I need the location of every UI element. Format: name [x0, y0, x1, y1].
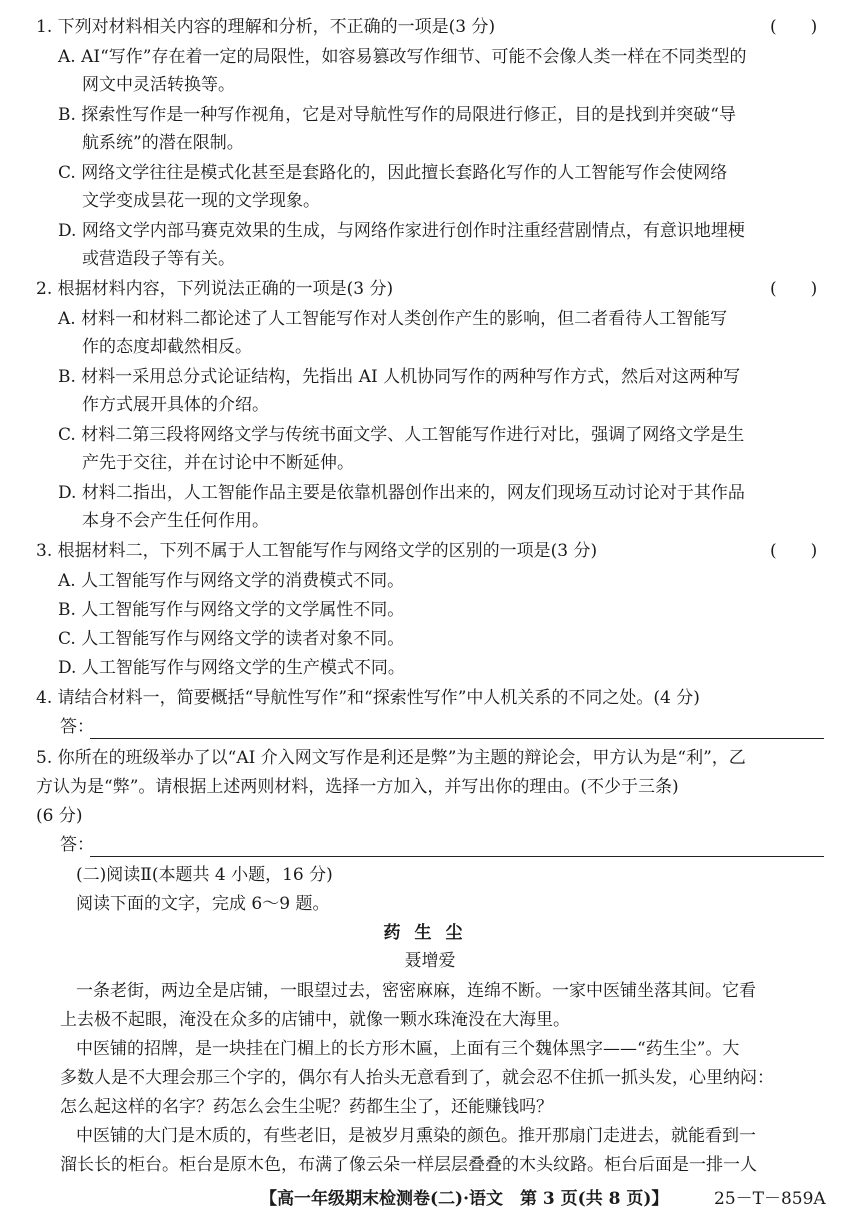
question-1-option-d-cont: 或营造段子等有关。	[82, 249, 235, 269]
question-1-option-a: A. AI“写作”存在着一定的局限性，如容易篡改写作细节、可能不会像人类一样在不同类型的	[58, 47, 747, 67]
question-4-stem: 4. 请结合材料一，简要概括“导航性写作”和“探索性写作”中人机关系的不同之处。(4 分)	[36, 688, 700, 708]
story-line-6: 中医铺的大门是木质的，有些老旧，是被岁月熏染的颜色。推开那扇门走进去，就能看到一	[76, 1126, 756, 1146]
question-2-answer-paren: ( )	[770, 279, 818, 299]
question-4-answer-label: 答：	[60, 717, 94, 737]
question-3-stem: 3. 根据材料二，下列不属于人工智能写作与网络文学的区别的一项是(3 分)	[36, 541, 598, 561]
question-1-option-a-cont: 网文中灵活转换等。	[82, 75, 235, 95]
story-line-2: 上去极不起眼，淹没在众多的店铺中，就像一颗水珠淹没在大海里。	[60, 1010, 570, 1030]
story-author: 聂增爱	[404, 951, 456, 971]
question-5-stem-line-2: 方认为是“弊”。请根据上述两则材料，选择一方加入，并写出你的理由。(不少于三条)	[36, 777, 679, 797]
story-line-5: 怎么起这样的名字？药怎么会生尘呢？药都生尘了，还能赚钱吗？	[60, 1097, 553, 1117]
question-3-option-c: C. 人工智能写作与网络文学的读者对象不同。	[58, 629, 405, 649]
question-2-option-c-cont: 产先于交往，并在讨论中不断延伸。	[82, 453, 354, 473]
question-2-option-a-cont: 作的态度却截然相反。	[82, 337, 252, 357]
question-2-option-b-cont: 作方式展开具体的介绍。	[82, 395, 269, 415]
question-4-answer-line[interactable]	[90, 738, 824, 739]
question-2-option-c: C. 材料二第三段将网络文学与传统书面文学、人工智能写作进行对比，强调了网络文学是生	[58, 425, 745, 445]
question-1-option-c-cont: 文学变成昙花一现的文学现象。	[82, 191, 320, 211]
story-title: 药生尘	[383, 923, 477, 943]
story-line-3: 中医铺的招牌，是一块挂在门楣上的长方形木匾，上面有三个魏体黑字——“药生尘”。大	[76, 1039, 740, 1059]
story-line-7: 溜长长的柜台。柜台是原木色，布满了像云朵一样层层叠叠的木头纹路。柜台后面是一排一人	[60, 1155, 757, 1175]
story-line-4: 多数人是不大理会那三个字的，偶尔有人抬头无意看到了，就会忍不住抓一抓头发，心里纳闷：	[60, 1068, 774, 1088]
question-1-option-b: B. 探索性写作是一种写作视角，它是对导航性写作的局限进行修正，目的是找到并突破“导	[58, 105, 736, 125]
question-2-option-d: D. 材料二指出，人工智能作品主要是依靠机器创作出来的，网友们现场互动讨论对于其作品	[58, 483, 745, 503]
question-2-stem: 2. 根据材料内容，下列说法正确的一项是(3 分)	[36, 279, 394, 299]
question-5-answer-line[interactable]	[90, 856, 824, 857]
question-1-answer-paren: ( )	[770, 17, 818, 37]
question-1-option-b-cont: 航系统”的潜在限制。	[82, 133, 244, 153]
question-1-option-c: C. 网络文学往往是模式化甚至是套路化的，因此擅长套路化写作的人工智能写作会使网络	[58, 163, 728, 183]
question-5-stem-line-3: (6 分)	[36, 806, 83, 826]
question-5-answer-label: 答：	[60, 835, 94, 855]
question-3-option-b: B. 人工智能写作与网络文学的文学属性不同。	[58, 600, 405, 620]
section-heading: (二)阅读Ⅱ(本题共 4 小题，16 分)	[76, 865, 333, 885]
question-5-stem-line-1: 5. 你所在的班级举办了以“AI 介入网文写作是利还是弊”为主题的辩论会，甲方认为是“利”，乙	[36, 748, 746, 768]
story-line-1: 一条老街，两边全是店铺，一眼望过去，密密麻麻，连绵不断。一家中医铺坐落其间。它看	[76, 981, 756, 1001]
question-2-option-a: A. 材料一和材料二都论述了人工智能写作对人类创作产生的影响，但二者看待人工智能写	[58, 309, 728, 329]
question-1-option-d: D. 网络文学内部马赛克效果的生成，与网络作家进行创作时注重经营剧情点，有意识地埋梗	[58, 221, 745, 241]
footer-code: 25－T－859A	[714, 1189, 826, 1209]
question-3-option-d: D. 人工智能写作与网络文学的生产模式不同。	[58, 658, 405, 678]
question-2-option-b: B. 材料一采用总分式论证结构，先指出 AI 人机协同写作的两种写作方式，然后对这两种写	[58, 367, 741, 387]
section-instruction: 阅读下面的文字，完成 6～9 题。	[76, 894, 330, 914]
footer-title: 【高一年级期末检测卷(二)·语文 第 3 页(共 8 页)】	[260, 1189, 669, 1209]
question-2-option-d-cont: 本身不会产生任何作用。	[82, 511, 269, 531]
question-3-answer-paren: ( )	[770, 541, 818, 561]
question-3-option-a: A. 人工智能写作与网络文学的消费模式不同。	[58, 571, 405, 591]
question-1-stem: 1. 下列对材料相关内容的理解和分析，不正确的一项是(3 分)	[36, 17, 496, 37]
